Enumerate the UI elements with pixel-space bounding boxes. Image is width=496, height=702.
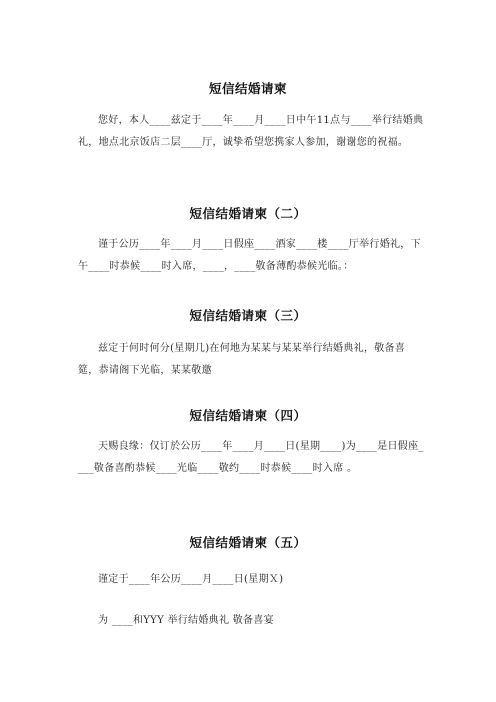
section-title-1: 短信结婚请柬	[208, 81, 287, 96]
section-body-5-line-2: 为 ____和YYY 举行结婚典礼 敬备喜宴	[98, 615, 274, 626]
section-body-4: 天赐良缘：仅订於公历____年____月____日(星期____)为____是日假座____敬备喜酌恭候____光临____敬约____时恭候____时入席 。	[78, 441, 424, 474]
section-title-4: 短信结婚请柬（四）	[189, 408, 307, 423]
section-title-3: 短信结婚请柬（三）	[189, 308, 307, 323]
section-body-5-line-1: 谨定于____年公历____月____日(星期Ｘ)	[98, 574, 284, 585]
section-body-3: 兹定于何时何分(星期几)在何地为某某与某某举行结婚典礼，敬备喜筵，恭请阁下光临，某某敬邀	[78, 343, 406, 376]
section-title-2: 短信结婚请柬（二）	[189, 206, 307, 221]
section-body-2: 谨于公历____年____月____日假座____酒家____楼____厅举行婚礼，下午____时恭候____时入席，____，____敬备薄酌恭候光临。：	[78, 239, 421, 272]
section-body-1: 您好，本人____兹定于____年____月____日中午11点与____举行结婚典礼，地点北京饭店二层____厅，诚挚希望您携家人参加，谢谢您的祝福。	[78, 115, 424, 148]
section-title-5: 短信结婚请柬（五）	[189, 535, 307, 550]
